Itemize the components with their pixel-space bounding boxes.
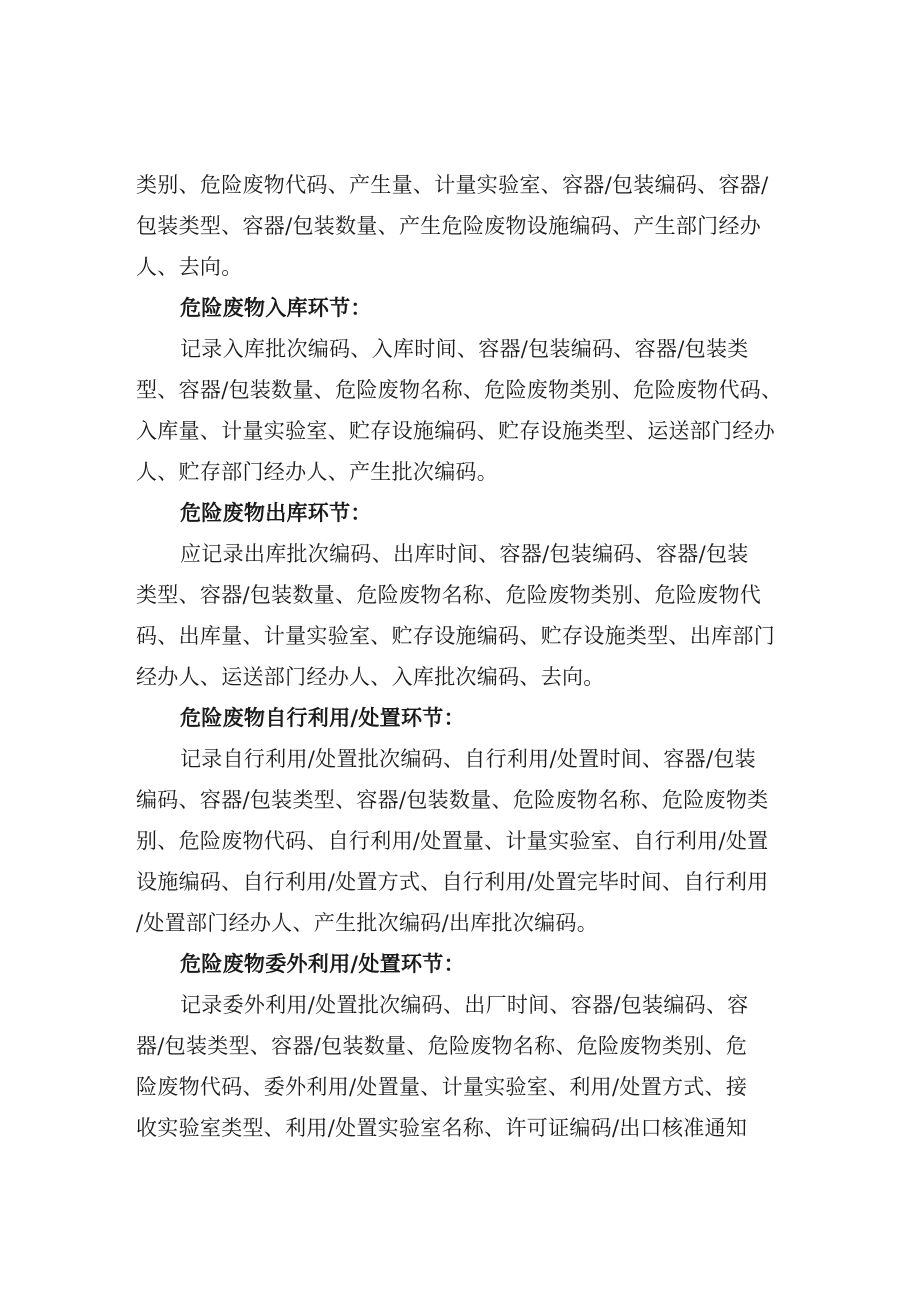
- section-heading-storage-in: 危险废物入库环节：: [180, 295, 372, 320]
- body-text-line: 人、贮存部门经办人、产生批次编码。: [136, 460, 499, 484]
- body-text-line: 型、容器/包装数量、危险废物名称、危险废物类别、危险废物代码、: [136, 378, 783, 402]
- body-text-line: 设施编码、自行利用/处置方式、自行利用/处置完毕时间、自行利用: [136, 870, 769, 894]
- body-text-line: 记录入库批次编码、入库时间、容器/包装编码、容器/包装类: [180, 337, 749, 361]
- body-text-line: 入库量、计量实验室、贮存设施编码、贮存设施类型、运送部门经办: [136, 419, 775, 443]
- body-text-line: 包装类型、容器/包装数量、产生危险废物设施编码、产生部门经办: [136, 214, 762, 238]
- section-heading-storage-out: 危险废物出库环节：: [180, 500, 372, 525]
- body-text-line: /处置部门经办人、产生批次编码/出库批次编码。: [136, 911, 599, 935]
- body-text-line: 器/包装类型、容器/包装数量、危险废物名称、危险废物类别、危: [136, 1034, 748, 1058]
- body-text-line: 经办人、运送部门经办人、入库批次编码、去向。: [136, 665, 605, 689]
- body-text-line: 应记录出库批次编码、出库时间、容器/包装编码、容器/包装: [180, 542, 749, 566]
- section-heading-outsourced-disposal: 危险废物委外利用/处置环节：: [180, 951, 465, 976]
- body-text-line: 编码、容器/包装类型、容器/包装数量、危险废物名称、危险废物类: [136, 788, 769, 812]
- body-text-line: 别、危险废物代码、自行利用/处置量、计量实验室、自行利用/处置: [136, 829, 769, 853]
- body-text-line: 记录委外利用/处置批次编码、出厂时间、容器/包装编码、容: [180, 993, 749, 1017]
- body-text-line: 记录自行利用/处置批次编码、自行利用/处置时间、容器/包装: [180, 747, 756, 771]
- body-text-line: 码、出库量、计量实验室、贮存设施编码、贮存设施类型、出库部门: [136, 624, 775, 648]
- body-text-line: 类别、危险废物代码、产生量、计量实验室、容器/包装编码、容器/: [136, 173, 769, 197]
- body-text-line: 收实验室类型、利用/处置实验室名称、许可证编码/出口核准通知: [136, 1116, 748, 1140]
- body-text-line: 人、去向。: [136, 255, 243, 279]
- body-text-line: 险废物代码、委外利用/处置量、计量实验室、利用/处置方式、接: [136, 1075, 748, 1099]
- section-heading-self-disposal: 危险废物自行利用/处置环节：: [180, 705, 465, 730]
- body-text-line: 类型、容器/包装数量、危险废物名称、危险废物类别、危险废物代: [136, 583, 762, 607]
